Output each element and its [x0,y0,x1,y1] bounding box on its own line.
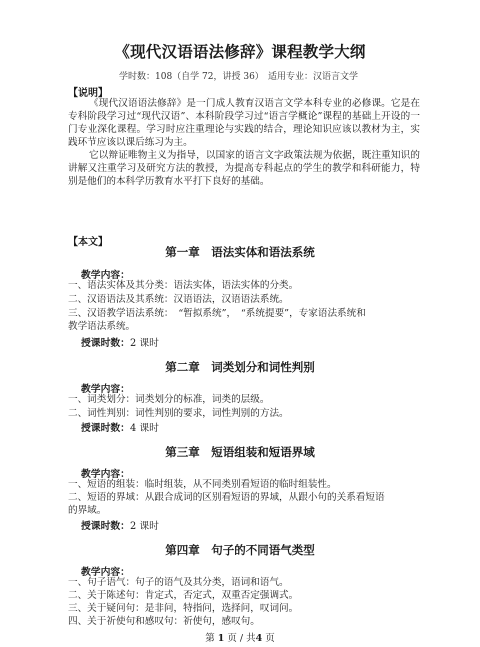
chapter-4-item: 二、关于陈述句：肯定式，否定式，双重否定强调式。 [68,590,299,601]
chapter-2-item: 二、词性判别：词性判别的要求，词性判别的方法。 [68,408,289,419]
document-title: 《现代汉语语法修辞》课程教学大纲 [114,42,366,61]
chapter-2-hours [81,420,159,434]
intro-label: 【说明】 [68,88,108,99]
chapter-2-hours-label: 授课时数： [81,423,130,434]
course-major: 适用专业：汉语言文学 [268,72,359,82]
intro-paragraph-2: 它以辩证唯物主义为指导，以国家的语言文字政策法规为依据，既注重知识的讲解又注重学习及研究方法的教授，为提高专科起点的学生的教学和科研能力，特别是他们的本科学历教育水平打下良好的基础。 [68,150,420,187]
chapter-3-hours-label: 授课时数： [81,521,130,532]
chapter-2-hours-value: 4 课时 [129,423,159,434]
chapter-1-item: 一、语法实体及其分类：语法实体，语法实体的分类。 [68,280,299,291]
course-hours: 学时数：108（自学 72，讲授 36） [119,72,264,82]
chapter-1-hours [81,335,159,349]
chapter-3-hours-value: 2 课时 [129,521,159,532]
body-label: 【本文】 [68,237,108,248]
chapter-3-content-label: 教学内容： [81,469,130,480]
chapter-4-item: 四、关于祈使句和感叹句：祈使句，感叹句。 [68,616,260,627]
chapter-2-content-label: 教学内容： [81,384,130,395]
page-footer: 第 1 页 / 共4 页 [205,633,275,644]
chapter-1-item: 教学语法系统。 [68,321,136,332]
chapter-2-item: 一、词类划分：词类划分的标准，词类的层级。 [68,394,270,405]
intro-paragraph-1: 《现代汉语语法修辞》是一门成人教育汉语言文学本科专业的必修课。它是在专科阶段学习过“现代汉语”、本科阶段学习过“语言学概论”课程的基础上开设的一门专业深化课程。学习时应注重理论与实践的结合，理论知识应该以教材为主，实践环节应该以课后练习为主。 [68,98,420,148]
chapter-3-hours [81,518,159,532]
chapter-4-item: 三、关于疑问句：是非问，特指问，选择问，叹词问。 [68,603,299,614]
chapter-3-item: 二、短语的界域：从跟合成词的区别看短语的界域，从跟小句的关系看短语 [68,492,385,503]
chapter-1-item: 三、汉语教学语法系统： “暂拟系统”， “系统提要”，专家语法系统和 [68,308,366,319]
current-page-number: 1 [217,633,225,644]
chapter-2-title: 第二章 词类划分和词性判别 [165,360,315,374]
total-page-number: 4 [255,633,263,644]
chapter-3-item: 的界域。 [68,505,107,516]
chapter-4-content-label: 教学内容： [81,567,130,578]
chapter-3-title: 第三章 短语组装和短语界域 [165,445,315,459]
chapter-1-content-label: 教学内容： [81,270,130,281]
chapter-4-item: 一、句子语气：句子的语气及其分类，语词和语气。 [68,577,289,588]
chapter-1-title: 第一章 语法实体和语法系统 [165,245,315,259]
chapter-3-item: 一、短语的组装：临时组装，从不同类别看短语的临时组装性。 [68,479,337,490]
chapter-1-item: 二、汉语语法及其系统：汉语语法，汉语语法系统。 [68,294,289,305]
chapter-1-hours-label: 授课时数： [81,338,130,349]
chapter-4-title: 第四章 句子的不同语气类型 [165,543,315,557]
chapter-1-hours-value: 2 课时 [129,338,159,349]
